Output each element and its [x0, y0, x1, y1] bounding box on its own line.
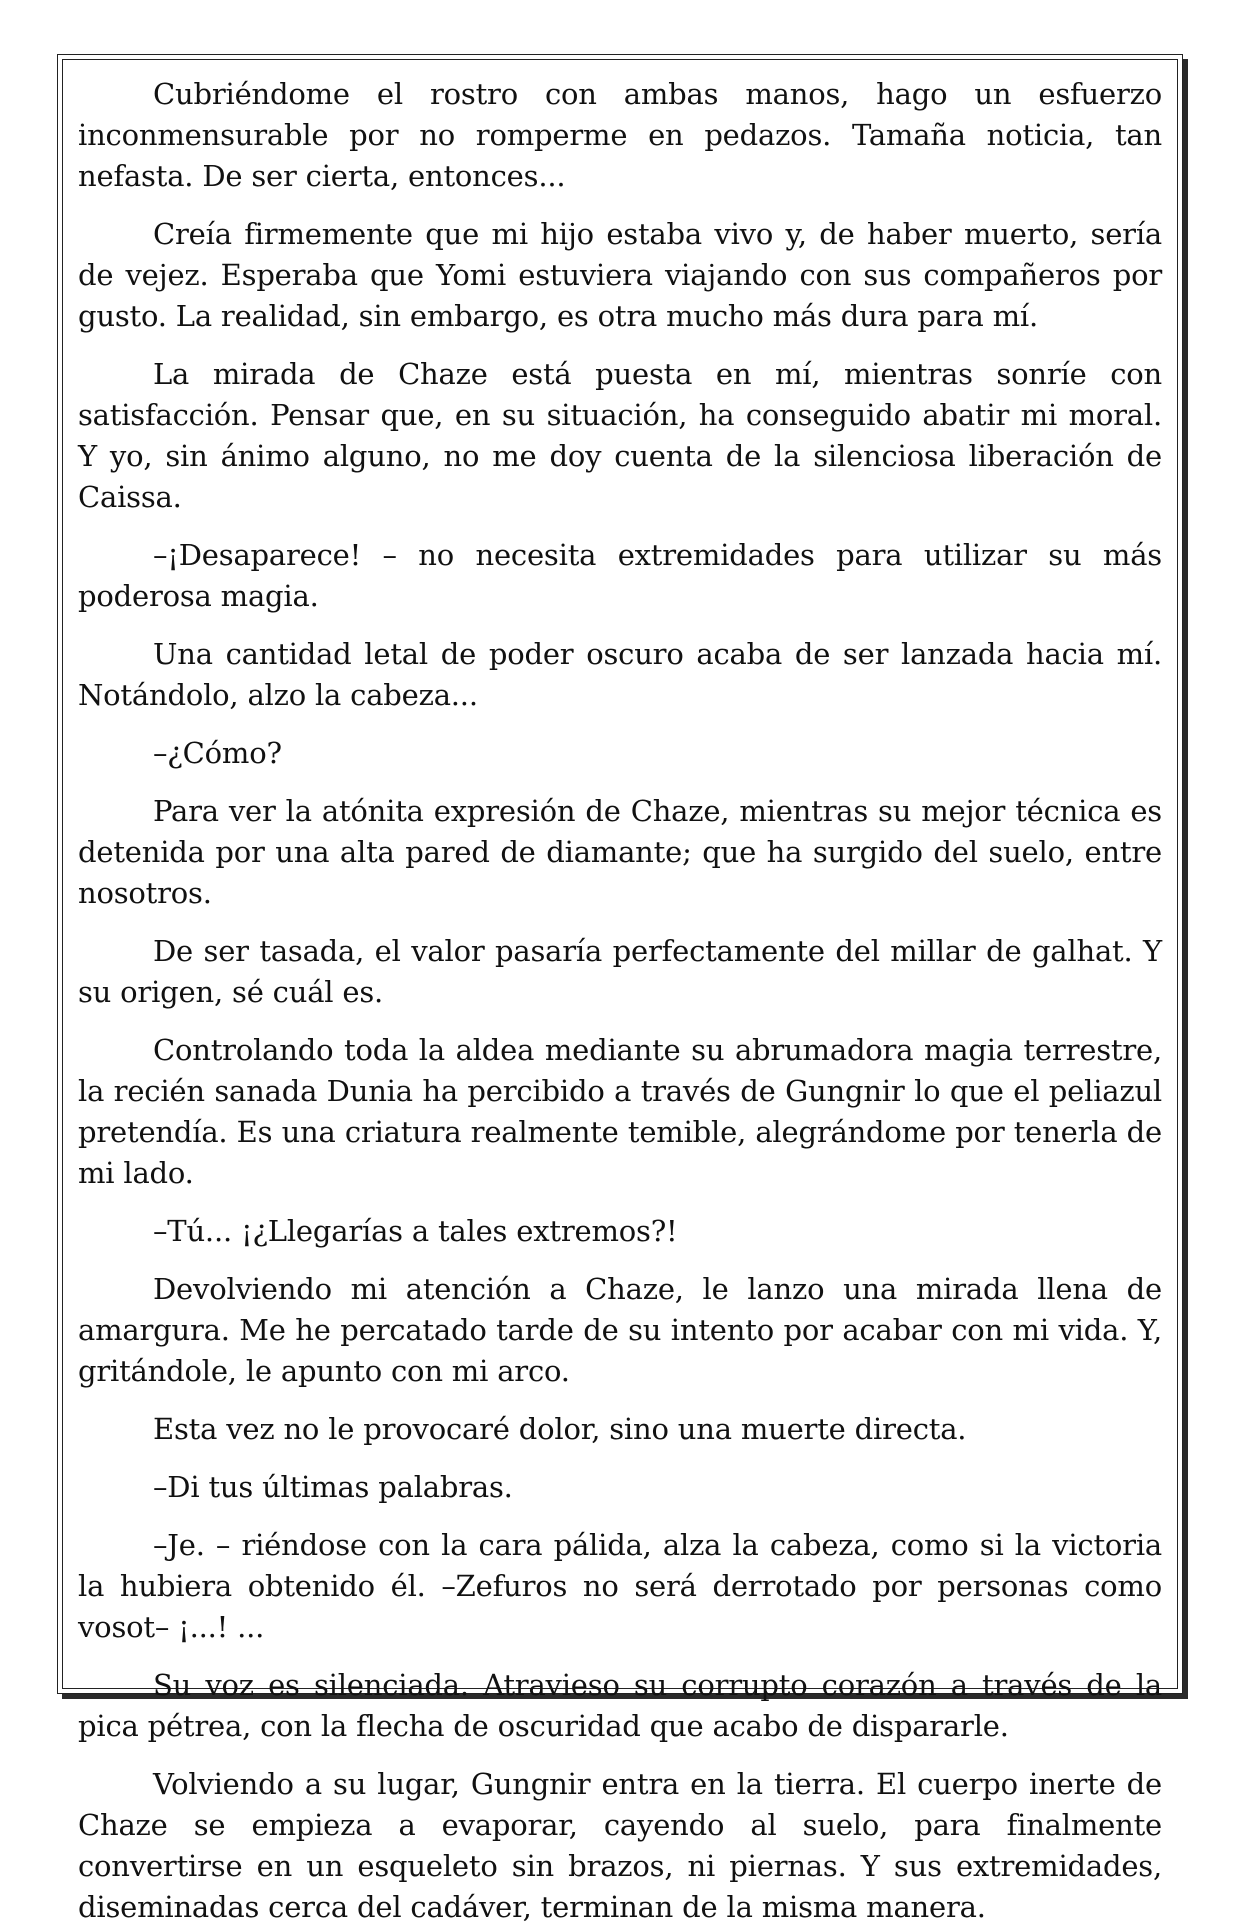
paragraph-6: –¿Cómo? — [153, 736, 282, 770]
paragraph-13: –Di tus últimas palabras. — [153, 1470, 513, 1504]
paragraph-5: Una cantidad letal de poder oscuro acaba de ser lanzada hacia mí. Notándolo, alzo la cabeza... — [78, 637, 1162, 712]
paragraph-4: –¡Desaparece! – no necesita extremidades para utilizar su más poderosa magia. — [78, 538, 1162, 613]
paragraph-12: Esta vez no le provocaré dolor, sino una muerte directa. — [153, 1412, 967, 1446]
paragraph-11: Devolviendo mi atención a Chaze, le lanzo una mirada llena de amargura. Me he percatado tarde de su intento por acabar con mi vida. Y, gritándole, le apunto con mi arco. — [78, 1272, 1162, 1388]
paragraph-15: Su voz es silenciada. Atravieso su corrupto corazón a través de la pica pétrea, con la flecha de oscuridad que acabo de dispararle. — [78, 1668, 1162, 1743]
text-body — [78, 74, 1162, 1928]
page-frame — [57, 54, 1183, 1924]
paragraph-3: La mirada de Chaze está puesta en mí, mientras sonríe con satisfacción. Pensar que, en su situación, ha conseguido abatir mi moral. Y yo, sin ánimo alguno, no me doy cuenta de la silenciosa liberación de Caissa. — [78, 357, 1162, 514]
paragraph-16: Volviendo a su lugar, Gungnir entra en la tierra. El cuerpo inerte de Chaze se empieza a evaporar, cayendo al suelo, para finalmente convertirse en un esqueleto sin brazos, ni piernas. Y sus extremidades, diseminadas cerca del cadáver, terminan de la misma manera. — [78, 1767, 1162, 1924]
paragraph-9: Controlando toda la aldea mediante su abrumadora magia terrestre, la recién sanada Dunia ha percibido a través de Gungnir lo que el peliazul pretendía. Es una criatura realmente temible, alegrándome por tenerla de mi lado. — [78, 1033, 1162, 1190]
paragraph-2: Creía firmemente que mi hijo estaba vivo y, de haber muerto, sería de vejez. Esperaba que Yomi estuviera viajando con sus compañeros por gusto. La realidad, sin embargo, es otra mucho más dura para mí. — [78, 217, 1162, 333]
paragraph-14: –Je. – riéndose con la cara pálida, alza la cabeza, como si la victoria la hubiera obtenido él. –Zefuros no será derrotado por personas como vosot– ¡...! ... — [78, 1528, 1162, 1644]
paragraph-1: Cubriéndome el rostro con ambas manos, hago un esfuerzo inconmensurable por no romperme en pedazos. Tamaña noticia, tan nefasta. De ser cierta, entonces... — [78, 77, 1162, 193]
paragraph-10: –Tú... ¡¿Llegarías a tales extremos?! — [153, 1214, 678, 1248]
paragraph-8: De ser tasada, el valor pasaría perfectamente del millar de galhat. Y su origen, sé cuál es. — [78, 934, 1162, 1009]
paragraph-7: Para ver la atónita expresión de Chaze, mientras su mejor técnica es detenida por una alta pared de diamante; que ha surgido del suelo, entre nosotros. — [78, 794, 1162, 910]
